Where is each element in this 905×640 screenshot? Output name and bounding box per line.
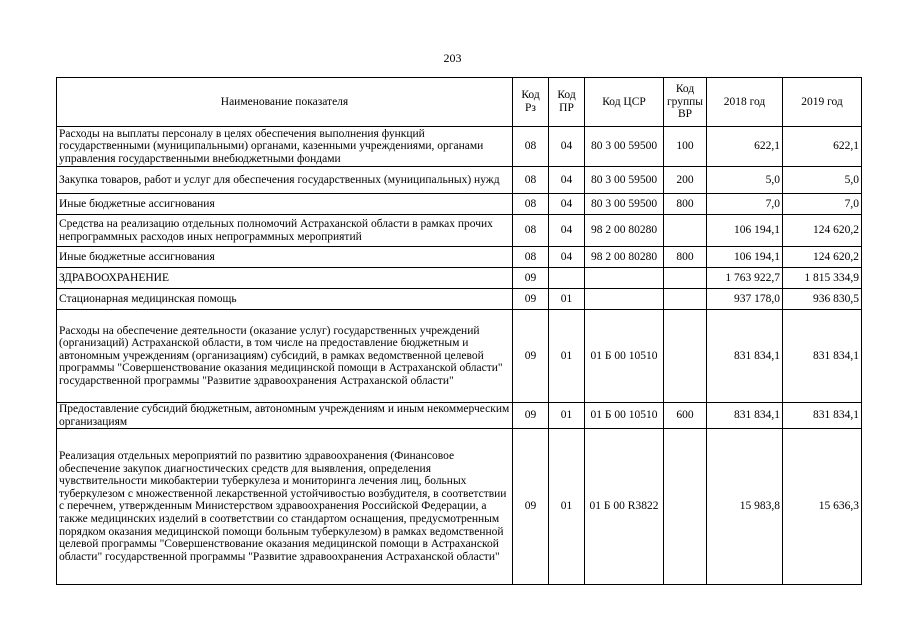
cell-2018: 622,1	[707, 127, 783, 167]
table-row	[57, 268, 862, 289]
cell-csr: 98 2 00 80280	[585, 215, 664, 247]
cell-csr: 80 3 00 59500	[585, 194, 664, 215]
cell-csr: 01 Б 00 R3822	[585, 429, 664, 585]
cell-rz: 09	[513, 429, 549, 585]
cell-2018: 831 834,1	[707, 403, 783, 429]
table-row	[57, 215, 862, 247]
cell-2019: 831 834,1	[783, 403, 862, 429]
cell-2018: 106 194,1	[707, 215, 783, 247]
cell-pr: 04	[549, 247, 585, 268]
cell-2019: 622,1	[783, 127, 862, 167]
header-2019: 2019 год	[783, 78, 862, 127]
cell-2018: 1 763 922,7	[707, 268, 783, 289]
cell-rz: 09	[513, 403, 549, 429]
cell-2018: 937 178,0	[707, 289, 783, 310]
header-name: Наименование показателя	[57, 78, 513, 127]
cell-rz: 08	[513, 215, 549, 247]
cell-vr	[664, 310, 707, 403]
cell-csr: 80 3 00 59500	[585, 167, 664, 194]
cell-rz: 08	[513, 194, 549, 215]
cell-vr	[664, 268, 707, 289]
cell-name: Средства на реализацию отдельных полномочий Астраханской области в рамках прочих непрограммных расходов иных непрограммных мероприятий	[57, 215, 513, 247]
cell-name: Реализация отдельных мероприятий по развитию здравоохранения (Финансовое обеспечение закупок диагностических средств для выявления, определения чувствительности микобактерии туберкулеза и мониторинга лечения лиц, больных туберкулезом с множественной лекарственной устойчивостью возбудителя, в соответствии с перечнем, утвержденным Министерством здравоохранения Российской Федерации, а также медицинских изделий в соответствии со стандартом оснащения, предусмотренным порядком оказания медицинской помощи больным туберкулезом) в рамках ведомственной целевой программы "Совершенствование оказания медицинской помощи в Астраханской области" государственной программы "Развитие здравоохранения Астраханской области"	[57, 429, 513, 585]
cell-csr: 98 2 00 80280	[585, 247, 664, 268]
cell-pr: 04	[549, 215, 585, 247]
cell-pr: 01	[549, 289, 585, 310]
cell-name: Иные бюджетные ассигнования	[57, 247, 513, 268]
cell-vr	[664, 289, 707, 310]
cell-csr: 01 Б 00 10510	[585, 310, 664, 403]
cell-vr: 100	[664, 127, 707, 167]
cell-name: Закупка товаров, работ и услуг для обеспечения государственных (муниципальных) нужд	[57, 167, 513, 194]
cell-2019: 7,0	[783, 194, 862, 215]
cell-rz: 08	[513, 127, 549, 167]
cell-vr: 600	[664, 403, 707, 429]
cell-name: Стационарная медицинская помощь	[57, 289, 513, 310]
cell-name: Расходы на обеспечение деятельности (оказание услуг) государственных учреждений (организаций) Астраханской области, в том числе на предоставление бюджетным и автономным учреждениям (организациям) субсидий, в рамках ведомственной целевой программы "Совершенствование оказания медицинской помощи в Астраханской области" государственной программы "Развитие здравоохранения Астраханской области"	[57, 310, 513, 403]
cell-rz: 09	[513, 268, 549, 289]
cell-name: Предоставление субсидий бюджетным, автономным учреждениям и иным некоммерческим организациям	[57, 403, 513, 429]
cell-pr: 04	[549, 194, 585, 215]
cell-pr: 04	[549, 167, 585, 194]
table-row	[57, 429, 862, 585]
header-rz: Код Рз	[513, 78, 549, 127]
cell-2018: 7,0	[707, 194, 783, 215]
cell-2019: 1 815 334,9	[783, 268, 862, 289]
cell-2019: 5,0	[783, 167, 862, 194]
cell-pr: 01	[549, 403, 585, 429]
cell-pr	[549, 268, 585, 289]
cell-rz: 08	[513, 167, 549, 194]
cell-csr	[585, 289, 664, 310]
cell-pr: 04	[549, 127, 585, 167]
table-row	[57, 289, 862, 310]
cell-pr: 01	[549, 310, 585, 403]
cell-csr: 80 3 00 59500	[585, 127, 664, 167]
table-row	[57, 167, 862, 194]
cell-2018: 15 983,8	[707, 429, 783, 585]
cell-2019: 831 834,1	[783, 310, 862, 403]
cell-2018: 106 194,1	[707, 247, 783, 268]
cell-2018: 5,0	[707, 167, 783, 194]
cell-2019: 15 636,3	[783, 429, 862, 585]
table-header-row	[57, 78, 862, 127]
table-row	[57, 127, 862, 167]
cell-name: Иные бюджетные ассигнования	[57, 194, 513, 215]
cell-2019: 124 620,2	[783, 247, 862, 268]
cell-csr	[585, 268, 664, 289]
cell-pr: 01	[549, 429, 585, 585]
cell-vr	[664, 215, 707, 247]
cell-2019: 936 830,5	[783, 289, 862, 310]
cell-vr: 200	[664, 167, 707, 194]
cell-name: Расходы на выплаты персоналу в целях обеспечения выполнения функций государственными (муниципальными) органами, казенными учреждениями, органами управления государственными внебюджетными фондами	[57, 127, 513, 167]
cell-rz: 08	[513, 247, 549, 268]
cell-2019: 124 620,2	[783, 215, 862, 247]
header-csr: Код ЦСР	[585, 78, 664, 127]
page-number: 203	[443, 51, 462, 65]
cell-name: ЗДРАВООХРАНЕНИЕ	[57, 268, 513, 289]
header-vr: Код группы ВР	[664, 78, 707, 127]
table-row	[57, 403, 862, 429]
cell-2018: 831 834,1	[707, 310, 783, 403]
cell-vr	[664, 429, 707, 585]
cell-rz: 09	[513, 310, 549, 403]
budget-table	[56, 77, 862, 585]
table-row	[57, 194, 862, 215]
table-row	[57, 247, 862, 268]
cell-rz: 09	[513, 289, 549, 310]
header-pr: Код ПР	[549, 78, 585, 127]
cell-csr: 01 Б 00 10510	[585, 403, 664, 429]
cell-vr: 800	[664, 194, 707, 215]
table-row	[57, 310, 862, 403]
cell-vr: 800	[664, 247, 707, 268]
header-2018: 2018 год	[707, 78, 783, 127]
